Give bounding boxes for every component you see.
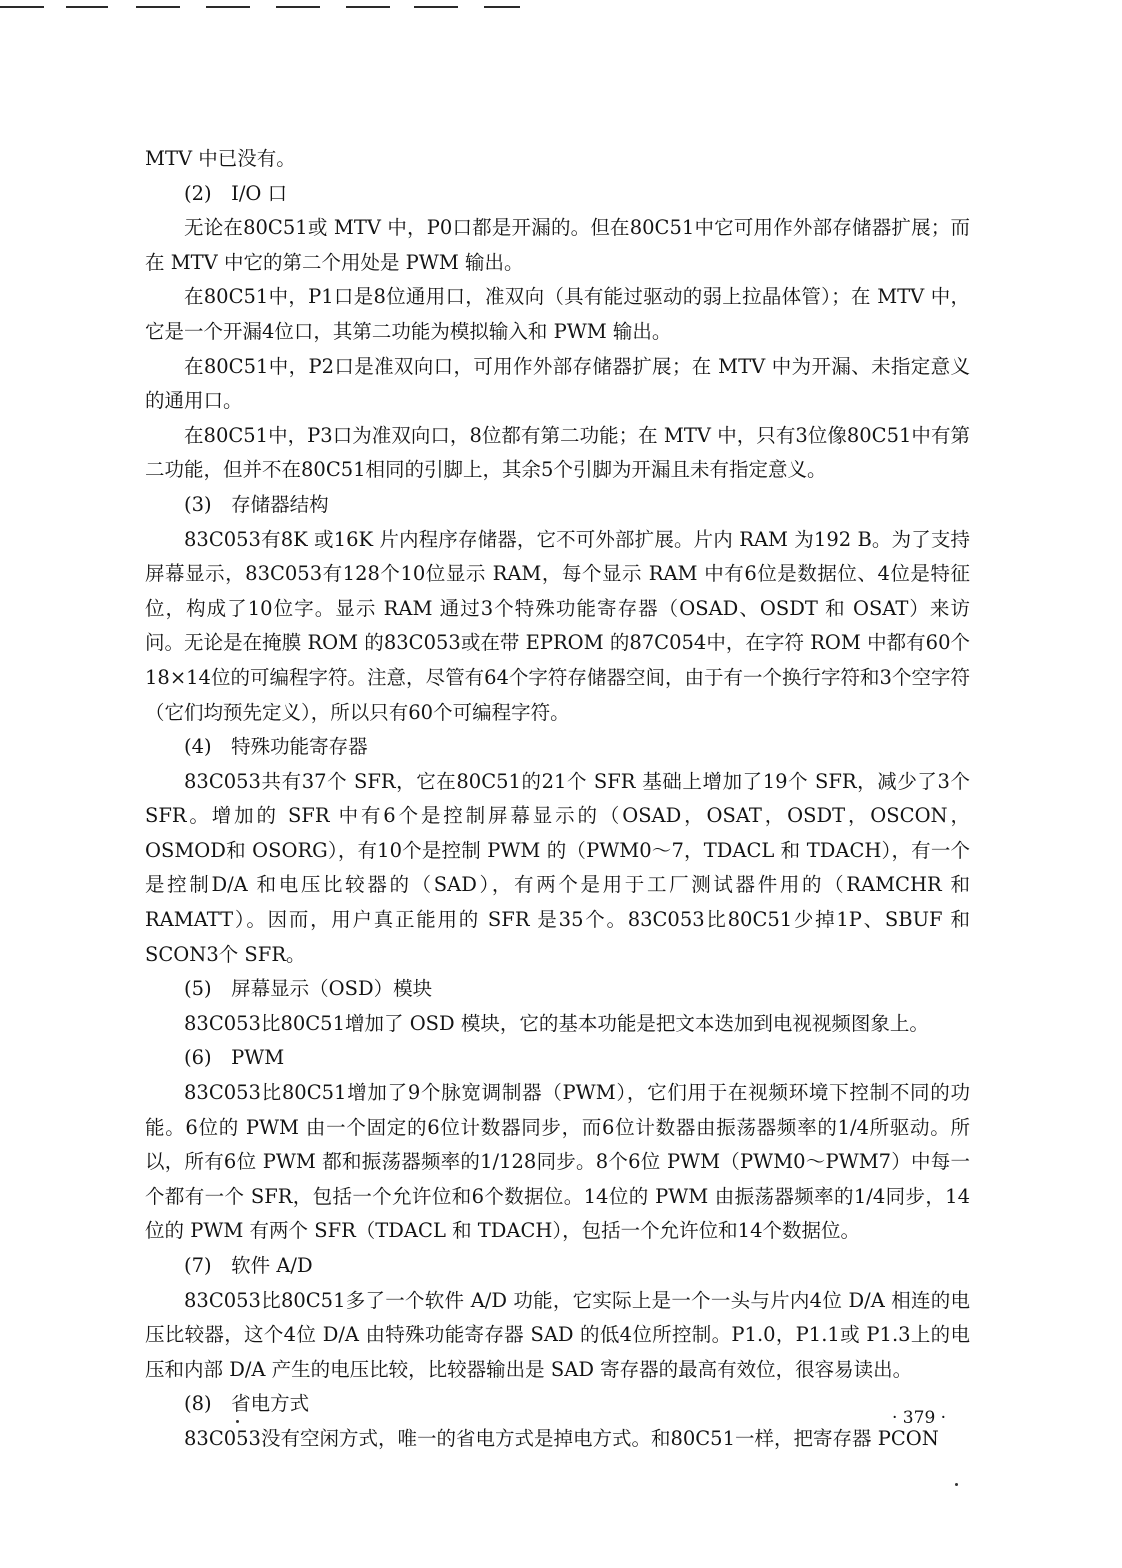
- paragraph: 83C053没有空闲方式，唯一的省电方式是掉电方式。和80C51一样，把寄存器 PCON: [184, 1426, 939, 1450]
- section-heading: (2) I/O 口: [184, 181, 288, 205]
- section-heading: (8) 省电方式: [184, 1392, 310, 1416]
- top-rule-8: [484, 6, 520, 8]
- paragraph: 在80C51中，P1口是8位通用口，准双向（具有能过驱动的弱上拉晶体管）；在 MTV 中，它是一个开漏4位口，其第二功能为模拟输入和 PWM 输出。: [145, 285, 970, 343]
- top-rule-1: [0, 6, 44, 8]
- section-heading: (4) 特殊功能寄存器: [184, 735, 368, 759]
- paragraph: 无论在80C51或 MTV 中，P0口都是开漏的。但在80C51中它可用作外部存储器扩展；而在 MTV 中它的第二个用处是 PWM 输出。: [145, 216, 970, 274]
- top-rule-5: [276, 6, 320, 8]
- scan-speck: [955, 1483, 958, 1486]
- top-rule-7: [414, 6, 458, 8]
- section-heading: (5) 屏幕显示（OSD）模块: [184, 977, 433, 1001]
- top-rule-6: [346, 6, 390, 8]
- paragraph: 83C053共有37个 SFR，它在80C51的21个 SFR 基础上增加了19个 SFR，减少了3个SFR。增加的 SFR 中有6个是控制屏幕显示的（OSAD，OSAT，OSDT，OSCON，OSMOD和 OSORG），有10个是控制 PWM 的（PWM0～7，TDACL 和 TDACH），有一个是控制D/A 和电压比较器的（SAD），有两个是用于工厂测试器件用的（RAMCHR 和RAMATT）。因而，用户真正能用的 SFR 是35个。83C053比80C51少掉1P、SBUF 和SCON3个 SFR。: [145, 769, 970, 966]
- section-heading: (7) 软件 A/D: [184, 1254, 313, 1277]
- top-rule-4: [206, 6, 250, 8]
- section-heading: (6) PWM: [184, 1046, 285, 1070]
- top-rule-2: [66, 6, 108, 8]
- paragraph: 在80C51中，P2口是准双向口，可用作外部存储器扩展；在 MTV 中为开漏、未指定意义的通用口。: [145, 354, 970, 413]
- paragraph: 在80C51中，P3口为准双向口，8位都有第二功能；在 MTV 中，只有3位像80C51中有第二功能，但并不在80C51相同的引脚上，其余5个引脚为开漏且未有指定意义。: [145, 423, 970, 482]
- page-body: [145, 142, 970, 1457]
- paragraph: 83C053比80C51多了一个软件 A/D 功能，它实际上是一个一头与片内4位 D/A 相连的电压比较器，这个4位 D/A 由特殊功能寄存器 SAD 的低4位所控制。P1.0，P1.1或 P1.3上的电压和内部 D/A 产生的电压比较，比较器输出是 SAD 寄存器的最高有效位，很容易读出。: [145, 1288, 970, 1381]
- top-rule-3: [136, 6, 180, 8]
- scan-speck: [236, 1420, 239, 1423]
- paragraph: 83C053比80C51增加了 OSD 模块，它的基本功能是把文本迭加到电视视频图象上。: [184, 1011, 929, 1035]
- page-number: · 379 ·: [892, 1408, 947, 1428]
- section-heading: (3) 存储器结构: [184, 492, 329, 516]
- paragraph: MTV 中已没有。: [145, 147, 296, 170]
- paragraph: 83C053有8K 或16K 片内程序存储器，它不可外部扩展。片内 RAM 为192 B。为了支持屏幕显示，83C053有128个10位显示 RAM，每个显示 RAM 中有6位是数据位、4位是特征位，构成了10位字。显示 RAM 通过3个特殊功能寄存器（OSAD、OSDT 和 OSAT）来访问。无论是在掩膜 ROM 的83C053或在带 EPROM 的87C054中，在字符 ROM 中都有60个18×14位的可编程字符。注意，尽管有64个字符存储器空间，由于有一个换行字符和3个空字符（它们均预先定义），所以只有60个可编程字符。: [145, 527, 970, 724]
- paragraph: 83C053比80C51增加了9个脉宽调制器（PWM），它们用于在视频环境下控制不同的功能。6位的 PWM 由一个固定的6位计数器同步，而6位计数器由振荡器频率的1/4所驱动。所以，所有6位 PWM 都和振荡器频率的1/128同步。8个6位 PWM（PWM0～PWM7）中每一个都有一个 SFR，包括一个允许位和6个数据位。14位的 PWM 由振荡器频率的1/4同步，14位的 PWM 有两个 SFR（TDACL 和 TDACH），包括一个允许位和14个数据位。: [145, 1081, 970, 1243]
